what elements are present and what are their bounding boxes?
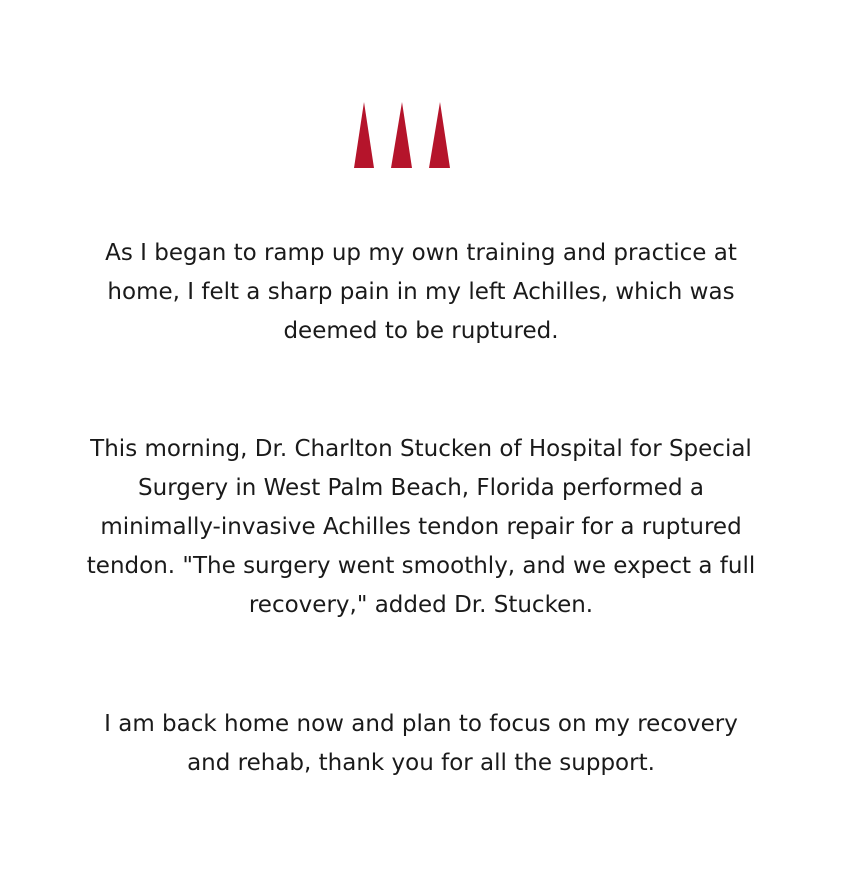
paragraph-line: tendon. "The surgery went smoothly, and we expect a full bbox=[86, 553, 756, 579]
paragraph-line: deemed to be ruptured. bbox=[283, 318, 559, 344]
paragraph-line: home, I felt a sharp pain in my left Achilles, which was bbox=[107, 279, 735, 305]
spire-right bbox=[429, 102, 450, 168]
paragraph-line: This morning, Dr. Charlton Stucken of Hospital for Special bbox=[90, 436, 752, 462]
spire-middle bbox=[391, 102, 412, 168]
paragraph-line: and rehab, thank you for all the support. bbox=[187, 750, 655, 776]
paragraph-line: As I began to ramp up my own training and practice at bbox=[105, 240, 737, 266]
three-spires-logo-icon bbox=[353, 100, 451, 170]
paragraph-recovery bbox=[40, 705, 802, 783]
paragraph-line: I am back home now and plan to focus on my recovery bbox=[104, 711, 738, 737]
paragraph-training-injury bbox=[40, 234, 802, 351]
paragraph-line: recovery," added Dr. Stucken. bbox=[248, 592, 594, 618]
paragraph-line: minimally-invasive Achilles tendon repair for a ruptured bbox=[100, 514, 742, 540]
paragraph-line: Surgery in West Palm Beach, Florida performed a bbox=[138, 475, 704, 501]
paragraph-surgery bbox=[40, 430, 802, 625]
spire-left bbox=[354, 102, 374, 168]
